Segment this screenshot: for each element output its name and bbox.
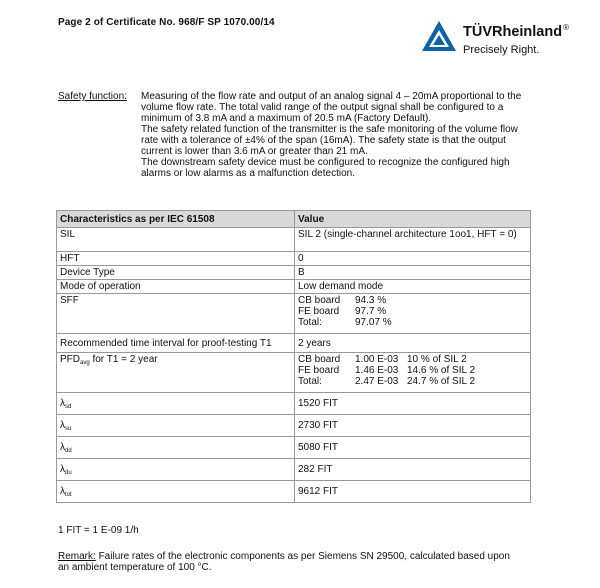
row-value: SIL 2 (single-channel architecture 1oo1, HFT = 0) xyxy=(295,228,531,252)
remark-label: Remark: xyxy=(58,551,96,562)
row-value: 5080 FIT xyxy=(295,437,531,459)
row-label: HFT xyxy=(57,252,295,266)
row-label: SFF xyxy=(57,294,295,334)
row-label: $\lambda_{dd}$ xyxy=(57,437,295,459)
row-label: Mode of operation xyxy=(57,280,295,294)
table-row xyxy=(57,280,531,294)
row-value xyxy=(295,353,531,393)
safety-function-text xyxy=(141,91,571,179)
logo-tagline: Precisely Right. xyxy=(463,44,540,56)
pfd-pct: 10 % of SIL 2 xyxy=(407,354,467,365)
characteristics-table xyxy=(56,210,531,503)
row-value: 1520 FIT xyxy=(295,393,531,415)
table-row xyxy=(57,393,531,415)
table-row xyxy=(57,334,531,353)
pfd-value: 1.46 E-03 xyxy=(355,365,399,376)
tuv-rheinland-logo xyxy=(421,14,591,64)
row-value: 2 years xyxy=(295,334,531,353)
row-label: $\lambda_{tot}$ xyxy=(57,481,295,503)
table-row xyxy=(57,294,531,334)
sff-name: Total: xyxy=(298,317,322,328)
sff-breakdown xyxy=(298,295,527,328)
table-row xyxy=(57,437,531,459)
safety-function-label: Safety function: xyxy=(58,91,127,102)
sff-value: 97.7 % xyxy=(355,306,387,317)
table-row xyxy=(57,415,531,437)
remark xyxy=(58,551,548,573)
row-value: 282 FIT xyxy=(295,459,531,481)
pfd-value: 2.47 E-03 xyxy=(355,376,399,387)
remark-text: Failure rates of the electronic components as per Siemens SN 29500, calculated based upon xyxy=(95,551,510,562)
row-label: Recommended time interval for proof-testing T1 xyxy=(57,334,295,353)
row-label: $\lambda_{sd}$ xyxy=(57,393,295,415)
safety-function-line: rate with a tolerance of ±4% of the span (16mA). The safety state is that the output xyxy=(141,135,506,146)
row-label: SIL xyxy=(57,228,295,252)
safety-function-line: The downstream safety device must be configured to recognize the configured high xyxy=(141,157,510,168)
row-value: Low demand mode xyxy=(295,280,531,294)
triangle-logo-icon xyxy=(421,20,457,52)
row-value: 0 xyxy=(295,252,531,266)
table-row xyxy=(57,481,531,503)
safety-function-line: current is lower than 3.6 mA or greater than 21 mA. xyxy=(141,146,368,157)
table-header-row xyxy=(57,211,531,228)
pfd-pct: 14.6 % of SIL 2 xyxy=(407,365,476,376)
table-row xyxy=(57,459,531,481)
row-label: $\lambda_{su}$ xyxy=(57,415,295,437)
pfd-name: FE board xyxy=(298,365,340,376)
sff-name: FE board xyxy=(298,306,340,317)
fit-footnote: 1 FIT = 1 E-09 1/h xyxy=(58,525,139,536)
pfd-pct: 24.7 % of SIL 2 xyxy=(407,376,476,387)
table-row xyxy=(57,252,531,266)
row-value xyxy=(295,294,531,334)
safety-function-line: The safety related function of the transmitter is the safe monitoring of the volume flow xyxy=(141,124,518,135)
row-value: B xyxy=(295,266,531,280)
table-header-value: Value xyxy=(295,211,531,228)
safety-function-line: alarms or low alarms as a malfunction detection. xyxy=(141,168,355,179)
table-row xyxy=(57,266,531,280)
remark-text: an ambient temperature of 100 °C. xyxy=(58,562,212,573)
pfd-breakdown xyxy=(298,354,527,387)
logo-brand: TÜVRheinland® xyxy=(463,23,569,40)
table-row xyxy=(57,353,531,393)
pfd-value: 1.00 E-03 xyxy=(355,354,399,365)
table-header-characteristics: Characteristics as per IEC 61508 xyxy=(57,211,295,228)
safety-function-line: volume flow rate. The total valid range of the output signal shall be configured to a xyxy=(141,102,504,113)
table-row xyxy=(57,228,531,252)
sff-value: 94.3 % xyxy=(355,295,387,306)
row-label: Device Type xyxy=(57,266,295,280)
row-label: $\lambda_{du}$ xyxy=(57,459,295,481)
sff-value: 97.07 % xyxy=(355,317,392,328)
row-label: $PFD_{avg}$ for T1 = 2 year xyxy=(57,353,295,393)
row-value: 9612 FIT xyxy=(295,481,531,503)
row-value: 2730 FIT xyxy=(295,415,531,437)
pfd-name: CB board xyxy=(298,354,341,365)
safety-function-line: Measuring of the flow rate and output of an analog signal 4 – 20mA proportional to the xyxy=(141,91,522,102)
sff-name: CB board xyxy=(298,295,341,306)
safety-function-line: minimum of 3.8 mA and a maximum of 20.5 mA (Factory Default). xyxy=(141,113,432,124)
pfd-name: Total: xyxy=(298,376,322,387)
page-title: Page 2 of Certificate No. 968/F SP 1070.00/14 xyxy=(58,17,275,28)
